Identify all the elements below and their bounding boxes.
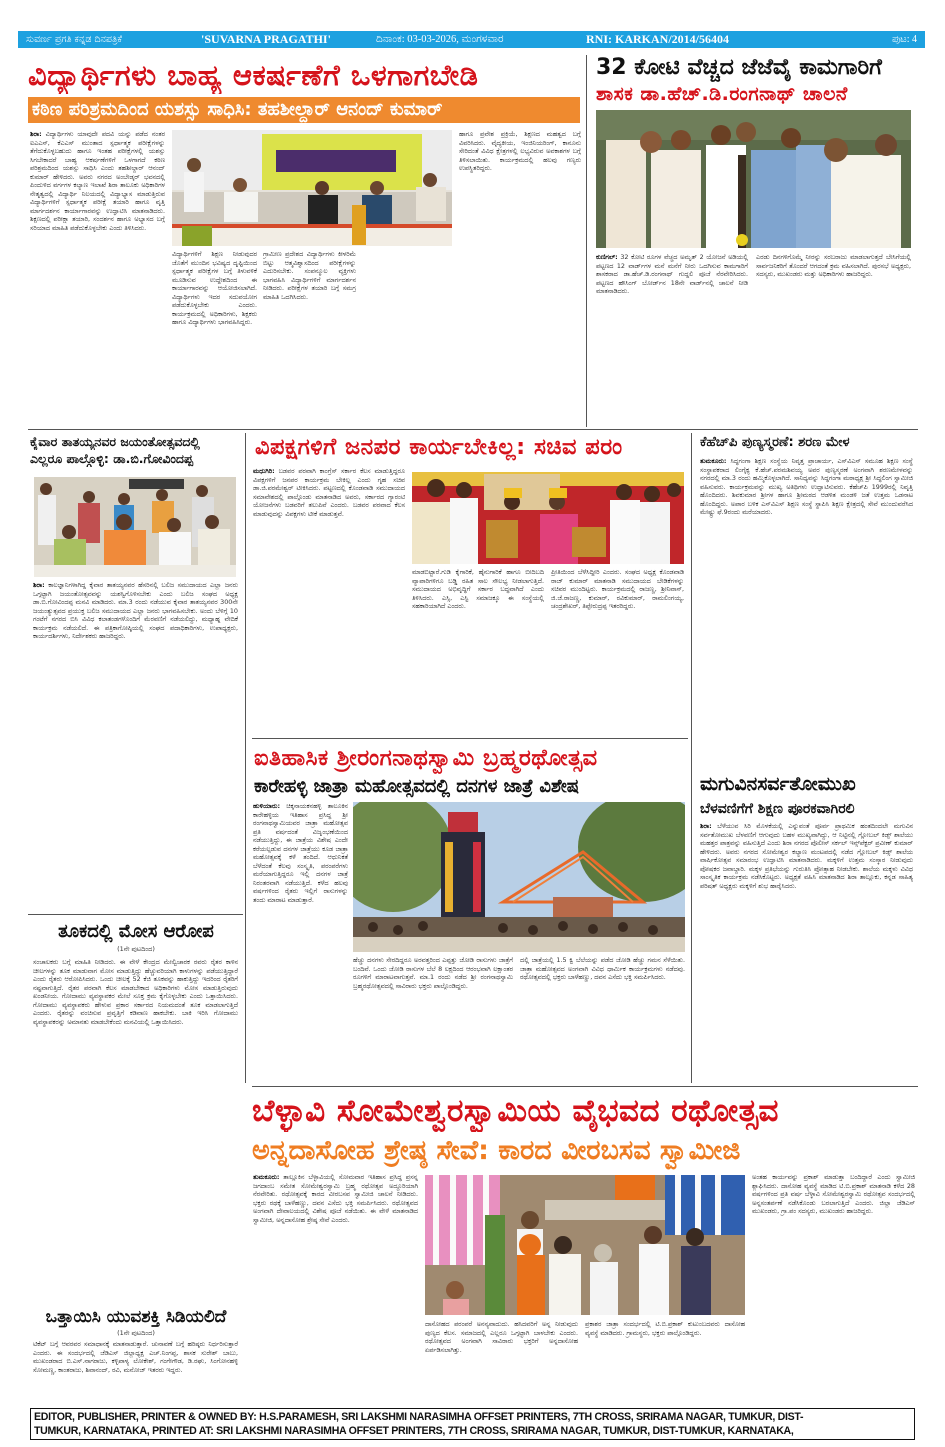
imprint-line-2: TUMKUR, KARNATAKA, PRINTED AT: SRI LAKSHMI NARASIMHA OFFSET PRINTERS, 7TH CROSS, SRIRAMA NAGAR, TUMKUR, DIST-TUMKUR, KARNATAKA,	[34, 1425, 794, 1437]
ranganatha-col1-text: ಚಿಕ್ಕನಾಯಕನಹಳ್ಳಿ ತಾಲೂಕಿನ ಕಾರೇಹಳ್ಳಿಯ ಇತಿಹಾಸ ಪ್ರಸಿದ್ಧ ಶ್ರೀ ರಂಗನಾಥಸ್ವಾಮಿಯವರ ಜಾತ್ರಾ ಮಹೋತ್ಸವ ಪ್ರತಿ ವರ್ಷದಂತೆ ವಿಜೃಂಭಣೆಯಿಂದ ನಡೆಯುತ್ತಿದ್ದು, ಈ ಜಾತ್ರೆಯ ವಿಶೇಷ ಎಂದೇ ಕರೆಯಲ್ಪಡುವ ದನಗಳ ಜಾತ್ರೆಯು ಕೂಡ ಜಾತ್ರಾ ಮಹೋತ್ಸವಕ್ಕೆ ಕಳೆ ತಂದಿದೆ. ಆಧುನಿಕತೆ ಬೆಳೆದಂತೆ ಕೆಲವು ಸಂಸ್ಕೃತಿ, ಪರಂಪರೆಗಳು ಮರೆಯಾಗುತ್ತಿದ್ದರೂ ಇಲ್ಲಿ ದನಗಳ ಜಾತ್ರೆ ನಿರಂತರವಾಗಿ ನಡೆಯುತ್ತಿದೆ. ಕಳೆದ ಹಲವು ವರ್ಷಗಳಿಂದ ರೈತರು ಇಲ್ಲಿಗೆ ರಾಸುಗಳನ್ನು ತಂದು ಮಾರಾಟ ಮಾಡುತ್ತಾರೆ.	[253, 802, 348, 904]
bellavi-col2: ದಾಸೋಹದ ಪರಂಪರೆ ಅನನ್ಯವಾದುದು. ಹಸಿದವರಿಗೆ ಅನ್ನ ನೀಡುವುದು ಪುಣ್ಯದ ಕೆಲಸ. ಸಮಾಜದಲ್ಲಿ ಎಲ್ಲರೂ ಒಗ್ಗಟ್ಟಾಗಿ ಬಾಳಬೇಕು ಎಂದರು. ರಥೋತ್ಸವದ ಅಂಗವಾಗಿ ಸಾವಿರಾರು ಭಕ್ತರಿಗೆ ಅನ್ನದಾಸೋಹ ಏರ್ಪಡಿಸಲಾಗಿತ್ತು.	[425, 1320, 578, 1354]
students-col1-text: ವಿದ್ಯಾರ್ಥಿಗಳು ಯಾವುದೇ ಪದವಿ ಯನ್ನು ಪಡೆದ ನಂತರ ಐಎಎಸ್, ಕೆಎಎಸ್ ಮುಂತಾದ ಸ್ಪರ್ಧಾತ್ಮಕ ಪರೀಕ್ಷೆಗಳನ್ನು ತೆಗೆದುಕೊಳ್ಳಬಹುದು ಹಾಗೂ ಇಂತಹ ಪರೀಕ್ಷೆಗಳಲ್ಲಿ ಯಶಸ್ಸು ಸಿಗಬೇಕಾದರೆ ಬಾಹ್ಯ ಆಕರ್ಷಣೆಗಳಿಗೆ ಒಳಗಾಗದೆ ಕಠಿಣ ಪರಿಶ್ರಮದಿಂದ ಯಶಸ್ಸು ಸಾಧಿಸಿ ಎಂದು ತಹಶೀಲ್ದಾರ್ ಆನಂದ್ ಕುಮಾರ್ ಹೇಳಿದರು. ಅವರು ನಗರದ ಅಂಬೇಡ್ಕರ್ ಭವನದಲ್ಲಿ ಪಿಂದುಳಿದ ವರ್ಗಗಳ ಕಲ್ಯಾಣ ಇಲಾಖೆ ಶಿರಾ ತಾಲೂಕು ಅಧಿಕಾರಿಗಳ ನೇತೃತ್ವದಲ್ಲಿ ವಿದ್ಯಾರ್ಥಿ ನಿಲಯದಲ್ಲಿ ವಿದ್ಯಾಭ್ಯಾಸ ಮಾಡುತ್ತಿರುವ ವಿದ್ಯಾರ್ಥಿಗಳಿಗೆ ಸ್ಪರ್ಧಾತ್ಮಕ ಪರೀಕ್ಷೆ ತಯಾರಿ ಹಾಗೂ ವೃತ್ತಿ ಮಾರ್ಗದರ್ಶನ ಕಾರ್ಯಾಗಾರವನ್ನು ಉದ್ಘಾಟಿಸಿ ಮಾತನಾಡಿದರು. ಶಿಕ್ಷಣದಲ್ಲಿ ಪರೀಕ್ಷಾ ತಯಾರಿ, ಸಂದರ್ಶನ ಹಾಗೂ ಅಭ್ಯಾಸದ ಬಗ್ಗೆ ಸರಿಯಾದ ಮಾಹಿತಿ ಪಡೆದುಕೊಳ್ಳಬೇಕು ಎಂದು ತಿಳಿಸಿದರು.	[30, 130, 165, 232]
students-col2: ವಿದ್ಯಾರ್ಥಿಗಳಿಗೆ ಶಿಕ್ಷಣ ನೀಡುವುದರ ಜೊತೆಗೆ ಮುಂದಿನ ಭವಿಷ್ಯದ ದೃಷ್ಟಿಯಿಂದ ಸ್ಪರ್ಧಾತ್ಮಕ ಪರೀಕ್ಷೆಗಳ ಬಗ್ಗೆ ತಿಳುವಳಿಕೆ ಮೂಡಿಸುವ ಉದ್ದೇಶದಿಂದ ಈ ಕಾರ್ಯಾಗಾರವನ್ನು ಆಯೋಜಿಸಲಾಗಿದೆ. ವಿದ್ಯಾರ್ಥಿಗಳು ಇದರ ಸದುಪಯೋಗ ಪಡೆದುಕೊಳ್ಳಬೇಕು ಎಂದರು. ಕಾರ್ಯಕ್ರಮದಲ್ಲಿ ಅಧಿಕಾರಿಗಳು, ಶಿಕ್ಷಕರು ಹಾಗೂ ವಿದ್ಯಾರ್ಥಿಗಳು ಭಾಗವಹಿಸಿದ್ದರು.	[172, 250, 257, 326]
kaivara-text: ಕಾಲಜ್ಞಾನಿಗಳಾಗಿದ್ದ ಕೈವಾರ ತಾತಯ್ಯನವರ ಹೆಸರಿನಲ್ಲಿ ಬಲಿಜ ಸಮುದಾಯದ ಎಲ್ಲಾ ಜನರು ಒಗ್ಗಟ್ಟಾಗಿ ಜಯಂತೋತ್ಸವವನ್ನು ಯಶಸ್ವಿಗೊಳಿಸಬೇಕು ಎಂದು ಬಲಿಜ ಸಂಘದ ಅಧ್ಯಕ್ಷ ಡಾ.ಬಿ.ಗೋವಿಂದಪ್ಪ ಮನವಿ ಮಾಡಿದರು. ಮಾ.3 ರಂದು ನಡೆಯುವ ಕೈವಾರ ತಾತಯ್ಯನವರ 300ನೇ ಜಯಂತ್ಯುತ್ಸವದ ಪ್ರಯುಕ್ತ ಬಲಿಜ ಸಮುದಾಯದ ಎಲ್ಲಾ ಜನರು ಭಾಗವಹಿಸಬೇಕು. ಅಂದು ಬೆಳಿಗ್ಗೆ 10 ಗಂಟೆಗೆ ನಗರದ ಬಿಸಿ ವಿವಿಧ ಕಲಾತಂಡಗಳೊಂದಿಗೆ ಮೆರವಣಿಗೆ ನಡೆಯಲಿದ್ದು, ಮಧ್ಯಾಹ್ನ ವೇದಿಕೆ ಕಾರ್ಯಕ್ರಮ ನಡೆಯಲಿದೆ. ಈ ಪತ್ರಿಕಾಗೋಷ್ಠಿಯಲ್ಲಿ ಸಂಘದ ಪದಾಧಿಕಾರಿಗಳು, ಉಪಾಧ್ಯಕ್ಷರು, ಕಾರ್ಯದರ್ಶಿಗಳು, ನಿರ್ದೇಶಕರು ಹಾಜರಿದ್ದರು.	[33, 581, 238, 640]
section-divider	[28, 429, 918, 430]
students-headline: ವಿದ್ಯಾರ್ಥಿಗಳು ಬಾಹ್ಯ ಆಕರ್ಷಣೆಗೆ ಒಳಗಾಗಬೇಡಿ	[28, 58, 479, 92]
youth-headline: ಒತ್ತಾಯಿಸಿ ಯುವಶಕ್ತಿ ಸಿಡಿಯಲಿದೆ	[45, 1307, 227, 1327]
roads-headline: 32 ಕೋಟಿ ವೆಚ್ಚದ ಜೆಜೆವೈ ಕಾಮಗಾರಿಗೆ	[596, 55, 882, 80]
param-col2: ಮಾಡಬಿಟ್ಟಾರೆ.ಗುಡಿ ಕೈಗಾರಿಕೆ, ಹೈನುಗಾರಿಕೆ ಹಾಗೂ ಬೀದಿಬದಿ ವ್ಯಾಪಾರಿಗಳಿಗೂ ಬಡ್ಡಿ ರಹಿತ ಸಾಲ ಸೌಲಭ್ಯ ನೀಡಲಾಗುತ್ತಿದೆ. ಸಮುದಾಯದ ಅಭಿವೃದ್ಧಿಗೆ ಸರ್ಕಾರ ಬದ್ಧವಾಗಿದೆ ಎಂದು ತಿಳಿಸಿದರು. ಎಸ್ಸಿ, ಎಸ್ಟಿ ಸಮಾಜಕ್ಕೂ ಈ ಸಂಸ್ಥೆಯಲ್ಲಿ ಸಹಕಾರಿಯಾಗಿದೆ ಎಂದರು.	[412, 568, 544, 610]
kaivara-headline-line2: ಎಲ್ಲರೂ ಪಾಲ್ಗೊಳ್ಳಿ: ಡಾ.ಬಿ.ಗೋವಿಂದಪ್ಪ	[30, 451, 193, 466]
ranganatha-dateline: ಹುಳಿಯಾರು:	[253, 802, 281, 810]
roads-ceremony-image	[596, 110, 911, 248]
bellavi-col1	[253, 1173, 418, 1403]
kaivara-dateline: ಶಿರಾ:	[33, 581, 45, 589]
roads-col1-text: 32 ಕೋಟಿ ರೂಗಳ ವೆಚ್ಚದ ಅಮೃತ್ 2 ಯೋಜನೆ ಅಡಿಯಲ್ಲಿ ಪಟ್ಟಣದ 12 ವಾರ್ಡ್‌ಗಳ ಮನೆ ಮನೆಗೆ ನೀರು ಒದಗಿಸುವ ಕಾಮಗಾರಿಗೆ ಶಾಸಕರಾದ ಡಾ.ಹೆಚ್.ಡಿ.ರಂಗನಾಥ್ ಗುದ್ದಲಿ ಪೂಜೆ ನೆರವೇರಿಸಿದರು. ಪಟ್ಟಣದ ಹೌಸಿಂಗ್ ಬೋರ್ಡ್‌ನ 18ನೇ ವಾರ್ಡ್‌ನಲ್ಲಿ ಚಾಲನೆ ನೀಡಿ ಮಾತನಾಡಿದರು.	[596, 253, 748, 295]
students-col1	[30, 130, 165, 426]
child-text: ಬೆಳೆಯುವ ಸಿರಿ ಮೊಳಕೆಯಲ್ಲಿ ಎನ್ನುವಂತೆ ಪೂರ್ವ ಪ್ರಾಥಮಿಕ ಹಂತದಿಂದಲೇ ಮಗುವಿನ ಸರ್ವತೋಮುಖ ಬೆಳವಣಿಗೆ ಆಗುವುದು ಬಹಳ ಮುಖ್ಯವಾಗಿದ್ದು, ಆ ನಿಟ್ಟಿನಲ್ಲಿ ಗ್ಲೋಬಲ್ ಕಿಡ್ಸ್ ಶಾಲೆಯು ಮಹತ್ತರ ಪಾತ್ರವನ್ನು ವಹಿಸುತ್ತಿದೆ ಎಂದು ಶಿರಾ ನಗರದ ಪೊಲೀಸ್ ಸರ್ಕಲ್ ಇನ್ಸ್‌ಪೆಕ್ಟರ್ ಪ್ರವೀಣ್ ಕುಮಾರ್ ಹೇಳಿದರು. ಅವರು ನಗರದ ಸೋಮೇಶ್ವರ ಕಲ್ಯಾಣ ಮಂಟಪದಲ್ಲಿ ನಡೆದ ಗ್ಲೋಬಲ್ ಕಿಡ್ಸ್ ಶಾಲೆಯ ವಾರ್ಷಿಕೋತ್ಸವ ಸಮಾರಂಭ ಉದ್ಘಾಟಿಸಿ ಮಾತನಾಡಿದರು. ಮಕ್ಕಳಿಗೆ ಉತ್ತಮ ಸಂಸ್ಕಾರ ನೀಡುವುದು ಪೋಷಕರ ಜವಾಬ್ದಾರಿ. ಮಕ್ಕಳ ಪ್ರತಿಭೆಯನ್ನು ಗುರುತಿಸಿ ಪ್ರೋತ್ಸಾಹ ನೀಡಬೇಕು. ಶಾಲೆಯ ಮಕ್ಕಳು ವಿವಿಧ ಸಾಂಸ್ಕೃತಿಕ ಕಾರ್ಯಕ್ರಮ ನಡೆಸಿಕೊಟ್ಟರು. ಅಧ್ಯಕ್ಷತೆ ವಹಿಸಿ ಮಾತನಾಡಿದ ಶಿರಾ ತಾಲ್ಲೂಕು, ಕನ್ನಡ ಸಾಹಿತ್ಯ ಪರಿಷತ್ ಅಧ್ಯಕ್ಷರು ಮಕ್ಕಳಿಗೆ ಶುಭ ಹಾರೈಸಿದರು.	[700, 822, 913, 890]
param-dateline: ಮಧುಗಿರಿ:	[253, 467, 275, 475]
masthead-bar	[18, 31, 925, 48]
param-headline: ವಿಪಕ್ಷಗಳಿಗೆ ಜನಪರ ಕಾರ್ಯಬೇಕಿಲ್ಲ: ಸಚಿವ ಪರಂ	[255, 434, 623, 460]
bellavi-dateline: ತುಮಕೂರು:	[253, 1173, 280, 1181]
kaivara-photo	[34, 477, 236, 577]
imprint-line-1: EDITOR, PUBLISHER, PRINTER & OWNED BY: H.S.PARAMESH, SRI LAKSHMI NARASIMHA OFFSET PRINTERS, 7TH CROSS, SRIRAMA NAGAR, TUMKUR, DIST-	[34, 1411, 804, 1423]
roads-subhead: ಶಾಸಕ ಡಾ.ಹೆಚ್.ಡಿ.ರಂಗನಾಥ್ ಚಾಲನೆ	[596, 83, 848, 105]
param-felicitation-image	[412, 472, 684, 564]
paper-name-english: 'SUVARNA PRAGATHI'	[201, 32, 331, 46]
section-divider	[28, 914, 243, 915]
column-divider	[691, 433, 692, 1083]
weighing-continued: (1ನೇ ಪುಟದಿಂದ)	[117, 945, 155, 953]
imprint-footer	[30, 1408, 915, 1440]
roads-col1	[596, 253, 748, 426]
students-photo	[172, 130, 452, 246]
bellavi-col3: ಪ್ರಕಾಶರ ಜಾತ್ರಾ ಸಂದರ್ಭದಲ್ಲಿ ಟಿ.ಬಿ.ಪ್ರಕಾಶ್ ಕುಟುಂಬದವರು ದಾಸೋಹ ವ್ಯವಸ್ಥೆ ಮಾಡಿದರು. ಗ್ರಾಮಸ್ಥರು, ಭಕ್ತರು ಪಾಲ್ಗೊಂಡಿದ್ದರು.	[585, 1320, 745, 1337]
students-event-image	[172, 130, 452, 246]
rni-number: RNI: KARKAN/2014/56404	[586, 32, 729, 46]
students-col4: ಹಾಗೂ ಪ್ರವೇಶ ಪ್ರಕ್ರಿಯೆ, ಶಿಕ್ಷಣದ ಮಹತ್ವದ ಬಗ್ಗೆ ವಿವರಿಸಿದರು. ವೈದ್ಯಕೀಯ, ಇಂಜಿನಿಯರಿಂಗ್, ಕಾನೂನು ಸೇರಿದಂತೆ ವಿವಿಧ ಕ್ಷೇತ್ರಗಳಲ್ಲಿ ಲಭ್ಯವಿರುವ ಅವಕಾಶಗಳ ಬಗ್ಗೆ ತಿಳಿಸಲಾಯಿತು. ಕಾರ್ಯಕ್ರಮದಲ್ಲಿ ಹಲವು ಗಣ್ಯರು ಉಪಸ್ಥಿತರಿದ್ದರು.	[459, 130, 581, 172]
youth-body: ಟಿಕೆಟ್ ಬಗ್ಗೆ ಆವರವರ ಸಮಾಧಾನಕ್ಕೆ ಮಾತನಾಡುತ್ತಾರೆ. ಚುನಾವಣೆ ಬಗ್ಗೆ ಹರಿಷ್ಠರು ನಿರ್ಧರಿಸುತ್ತಾರೆ ಎಂದರು. ಈ ಸಂದರ್ಭದಲ್ಲಿ ಜೆಡಿಎಸ್ ಜಿಲ್ಲಾಧ್ಯಕ್ಷ ಎಚ್.ನಿಂಗಪ್ಪ, ಶಾಸಕ ಸುರೇಶ್ ಬಾಬು, ಮುಖಂಡರಾದ ಬಿ.ಎಸ್.ನಾಗರಾಜು, ಕಳ್ಳಿಪಾಳ್ಯ ಲೋಕೇಶ್, ಗಂಗೇಗೌಡ, ಡಿ.ರಘು, ಸಿಂಗೋನಹಳ್ಳಿ ಸೋಮಣ್ಣ, ಕಾಂತರಾಜು, ಶಿವಾನಂದ್, ರವಿ, ಮನೋಜ್ ಇತರರು ಇದ್ದರು.	[33, 1340, 238, 1374]
child-dateline: ಶಿರಾ:	[700, 822, 712, 830]
bellavi-dasoha-image	[425, 1175, 745, 1315]
param-col3: ಪ್ರೀತಿಯಿಂದ ಬೆಳೆಸಿದ್ದೀರಿ ಎಂದರು. ಸಂಘದ ಅಧ್ಯಕ್ಷ ಕೊಂಡವಾಡಿ ರಾಜ್ ಕುಮಾರ್ ಮಾತನಾಡಿ ಸಮುದಾಯದ ಬೇಡಿಕೆಗಳನ್ನು ಸಚಿವರ ಮುಂದಿಟ್ಟರು. ಕಾರ್ಯಕ್ರಮದಲ್ಲಿ ರಾಜಣ್ಣ, ಶ್ರೀನಿವಾಸ್, ಜಿ.ಜೆ.ರಾಜಣ್ಣ, ಕುಮಾರ್, ರವಿಕುಮಾರ್, ರಾಮಲಿಂಗಯ್ಯ, ಚಂದ್ರಶೇಖರ್, ತಿಪ್ಪೇರುದ್ರಪ್ಪ ಇತರರಿದ್ದರು.	[551, 568, 684, 610]
bellavi-col4: ಅಂತಹ ಕಾರ್ಯವನ್ನು ಪ್ರಕಾಶ್ ಮಾಡುತ್ತಾ ಬಂದಿದ್ದಾರೆ ಎಂದು ಸ್ವಾಮೀಜಿ ಶ್ಲಾಘಿಸಿದರು. ದಾಸೋಹ ವ್ಯವಸ್ಥೆ ಮಾಡಿದ ಟಿ.ಬಿ.ಪ್ರಕಾಶ್ ಮಾತನಾಡಿ ಕಳೆದ 28 ವರ್ಷಗಳಿಂದ ಪ್ರತಿ ವರ್ಷ ಬೆಳ್ಳಾವಿ ಸೋಮೇಶ್ವರಸ್ವಾಮಿ ರಥೋತ್ಸವ ಸಂದರ್ಭದಲ್ಲಿ ಅನ್ನಸಂತರ್ಪಣೆ ನಡೆಸಿಕೊಂಡು ಬರಲಾಗುತ್ತಿದೆ ಎಂದರು. ಜಿಲ್ಲಾ ಜೆಡಿಎಸ್ ಮುಖಂಡರು, ಗ್ರಾ.ಪಂ ಸದಸ್ಯರು, ಮುಖಂಡರು ಹಾಜರಿದ್ದರು.	[752, 1173, 915, 1215]
ranganatha-col1	[253, 802, 348, 1080]
weighing-body: ಸಂಚಾಲಕರು ಬಗ್ಗೆ ಮಾಹಿತಿ ನೀಡಿದರು. ಈ ವೇಳೆ ಕೇಂದ್ರದ ಮೇಲ್ವಿಚಾರಕ ರವರು ರೈತರ ಕಾಳಿನ ಚೀಲಗಳನ್ನು ತೂಕ ಮಾಡುವಾಗ ಮೋಸ ಮಾಡುತ್ತಿದ್ದು ಹೆಚ್ಚುವರಿಯಾಗಿ ಕಾಳುಗಳನ್ನು ಪಡೆಯುತ್ತಿದ್ದಾರೆ ಎಂದು ರೈತರು ಆರೋಪಿಸಿದರು. ಒಂದು ಚೀಲಕ್ಕೆ 52 ಕೆಜಿ ತೂಕವನ್ನು ಹಾಕುತ್ತಿದ್ದು ಇದರಿಂದ ರೈತರಿಗೆ ನಷ್ಟವಾಗುತ್ತಿದೆ. ರೈತರ ಪರವಾಗಿ ಕೆಲಸ ಮಾಡಬೇಕಾದ ಅಧಿಕಾರಿಗಳು ಮೋಸ ಮಾಡುತ್ತಿರುವುದು ಖಂಡನೀಯ. ಗೋದಾಮು ವ್ಯವಸ್ಥಾಪಕರ ಮೇಲೆ ಸೂಕ್ತ ಕ್ರಮ ಕೈಗೊಳ್ಳಬೇಕು ಎಂದು ಒತ್ತಾಯಿಸಿದರು. ಗೋದಾಮು ವ್ಯವಸ್ಥಾಪಕರು ಹೇಳುವ ಪ್ರಕಾರ ಸರ್ಕಾರದ ನಿಯಮದಂತೆ ತೂಕ ಮಾಡಲಾಗುತ್ತಿದೆ ಎಂದರು. ರೈತರನ್ನು ವಂಚಿಸುವ ಪ್ರವೃತ್ತಿಗೆ ಕಡಿವಾಣ ಹಾಕಬೇಕು. ಬಾಕಿ ಇರಿಸಿ ಗೋದಾಮು ವ್ಯವಸ್ಥಾಪಕರನ್ನು ಅಮಾನತು ಮಾಡಬೇಕೆಂದು ಮನವಿಯಲ್ಲಿ ಒತ್ತಾಯಿಸಿದರು.	[33, 958, 238, 1026]
youth-continued: (1ನೇ ಪುಟದಿಂದ)	[117, 1329, 155, 1337]
bellavi-col1-text: ತಾಲ್ಲೂಕಿನ ಬೆಳ್ಳಾವಿಯಲ್ಲಿ ಸೋಮವಾರ ಇತಿಹಾಸ ಪ್ರಸಿದ್ಧ ಪ್ರಸನ್ನ ಜಗದಾಂಬ ಸಮೇತ ಸೋಮೇಶ್ವರಸ್ವಾಮಿ ಬ್ರಹ್ಮ ರಥೋತ್ಸವ ಅದ್ದೂರಿಯಾಗಿ ನೆರವೇರಿತು. ರಥೋತ್ಸವಕ್ಕೆ ಕಾರದ ವೀರಬಸವ ಸ್ವಾಮೀಜಿ ಚಾಲನೆ ನೀಡಿದರು. ಭಕ್ತರು ರಥಕ್ಕೆ ಬಾಳೆಹಣ್ಣು, ದವನ ಎಸೆದು ಭಕ್ತಿ ಸಮರ್ಪಿಸಿದರು. ರಥೋತ್ಸವದ ಅಂಗವಾಗಿ ದೇವಾಲಯದಲ್ಲಿ ವಿಶೇಷ ಪೂಜೆ ನಡೆಯಿತು. ಈ ವೇಳೆ ಮಾತನಾಡಿದ ಸ್ವಾಮೀಜಿ, ಅನ್ನದಾಸೋಹ ಶ್ರೇಷ್ಠ ಸೇವೆ ಎಂದರು.	[253, 1173, 418, 1224]
ranganatha-col2: ಹೆಚ್ಚು ದನಗಳು ಸೇರದಿದ್ದರೂ ಅರವತ್ತರಿಂದ ಎಪ್ಪತ್ತು ಜೋಡಿ ರಾಸುಗಳು ಜಾತ್ರೆಗೆ ಬಂದಿವೆ. ಒಂದು ಜೋಡಿ ರಾಸುಗಳ ಬೆಲೆ 8 ಲಕ್ಷದಿಂದ ಆರಂಭವಾಗಿ ಲಕ್ಷಾಂತರ ರೂಗಳಿಗೆ ಮಾರಾಟವಾಗುತ್ತವೆ. ಮಾ.1 ರಂದು ನಡೆದ ಶ್ರೀ ರಂಗನಾಥಸ್ವಾಮಿ ಬ್ರಹ್ಮರಥೋತ್ಸವದಲ್ಲಿ ಸಾವಿರಾರು ಭಕ್ತರು ಪಾಲ್ಗೊಂಡಿದ್ದರು.	[353, 956, 513, 990]
child-body	[700, 822, 913, 1080]
child-subhead: ಬೆಳವಣಿಗೆಗೆ ಶಿಕ್ಷಣ ಪೂರಕವಾಗಿರಲಿ	[700, 801, 855, 817]
bellavi-subhead: ಅನ್ನದಾಸೋಹ ಶ್ರೇಷ್ಠ ಸೇವೆ: ಕಾರದ ವೀರಬಸವ ಸ್ವಾಮೀಜಿ	[252, 1135, 741, 1166]
kempe-headline: ಕೆಹೆಚ್‌ಪಿ ಪುಣ್ಯಸ್ಮರಣೆ: ಶರಣ ಮೇಳ	[700, 435, 850, 450]
kaivara-body	[33, 581, 238, 911]
section-divider	[252, 738, 688, 739]
students-dateline: ಶಿರಾ:	[30, 130, 42, 138]
ranganatha-headline: ಐತಿಹಾಸಿಕ ಶ್ರೀರಂಗನಾಥಸ್ವಾಮಿ ಬ್ರಹ್ಮರಥೋತ್ಸವ	[254, 745, 598, 771]
issue-date: ದಿನಾಂಕ: 03-03-2026, ಮಂಗಳವಾರ	[376, 33, 504, 45]
students-subhead: ಕಠಿಣ ಪರಿಶ್ರಮದಿಂದ ಯಶಸ್ಸು ಸಾಧಿಸಿ: ತಹಶೀಲ್ದಾರ್ ಆನಂದ್ ಕುಮಾರ್	[28, 97, 580, 123]
kempe-body	[700, 457, 913, 759]
weighing-headline: ತೂಕದಲ್ಲಿ ಮೋಸ ಆರೋಪ	[58, 921, 214, 942]
ranganatha-subhead: ಕಾರೇಹಳ್ಳಿ ಜಾತ್ರಾ ಮಹೋತ್ಸವದಲ್ಲಿ ದನಗಳ ಜಾತ್ರೆ ವಿಶೇಷ	[254, 776, 580, 797]
section-divider	[252, 1086, 918, 1087]
child-headline: ಮಗುವಿನಸರ್ವತೋಮುಖ	[700, 773, 856, 795]
param-col1	[253, 467, 405, 702]
column-divider	[586, 55, 587, 427]
kaivara-headline-line1: ಕೈವಾರ ತಾತಯ್ಯನವರ ಜಯಂತೋತ್ಸವದಲ್ಲಿ	[30, 434, 200, 449]
ranganatha-col3: ದಲ್ಲಿ ಜಾತ್ರೆಯಲ್ಲಿ 1.5 ಕ್ವಿ ಬೆಲೆಯನ್ನು ಪಡೆದ ಜೋಡಿ ಹೆಚ್ಚು ಗಮನ ಸೆಳೆಯಿತು. ಜಾತ್ರಾ ಮಹೋತ್ಸವದ ಅಂಗವಾಗಿ ವಿವಿಧ ಧಾರ್ಮಿಕ ಕಾರ್ಯಕ್ರಮಗಳು ನಡೆದವು. ರಥೋತ್ಸವದಲ್ಲಿ ಭಕ್ತರು ಬಾಳೆಹಣ್ಣು, ದವನ ಎಸೆದು ಭಕ್ತಿ ಸಮರ್ಪಿಸಿದರು.	[520, 956, 685, 981]
kempe-text: ಸಿದ್ಧಗಂಗಾ ಶಿಕ್ಷಣ ಸಂಸ್ಥೆಯ ನಿವೃತ್ತ ಪ್ರಾಚಾರ್ಯ, ಎಸ್‌ವಿಎಸ್ ಸಮೂಹ ಶಿಕ್ಷಣ ಸಂಸ್ಥೆ ಸಂಸ್ಥಾಪಕರಾದ ಲಿಂಗೈಕ್ಯ ಕೆ.ಹೆಚ್.ಪರಮಶಿವಯ್ಯ ಅವರ ಪುಣ್ಯಸ್ಮರಣೆ ಅಂಗವಾಗಿ ಶರಣಮೇಳವನ್ನು ನಗರದಲ್ಲಿ ಮಾ.3 ರಂದು ಹಮ್ಮಿಕೊಳ್ಳಲಾಗಿದೆ. ಸಾನಿಧ್ಯವನ್ನು ಸಿದ್ಧಗಂಗಾ ಮಠಾಧ್ಯಕ್ಷ ಶ್ರೀ ಸಿದ್ಧಲಿಂಗ ಸ್ವಾಮೀಜಿ ವಹಿಸುವರು. ಕಾರ್ಯಕ್ರಮವನ್ನು ಮುಖ್ಯ ಅತಿಥಿಗಳು ಉದ್ಘಾಟಿಸುವರು. ಕೆಹೆಚ್‌ಪಿ 1999ರಲ್ಲಿ ನಿವೃತ್ತಿ ಹೊಂದಿದರು. ಶಿವಕುಮಾರ ಶ್ರೀಗಳ ಹಾಗೂ ಶ್ರೀಮಠದ ಆಡಳಿತ ಮಂಡಳಿ ಜತೆ ಉತ್ತಮ ಒಡನಾಟ ಹೊಂದಿದ್ದರು. ಅಪಾರ ಬಳಿಕ ಎಸ್‌ವಿಎಸ್ ಶಿಕ್ಷಣ ಸಂಸ್ಥೆ ಸ್ಥಾಪಿಸಿ ಶಿಕ್ಷಣ ಕ್ಷೇತ್ರದಲ್ಲಿ ಸೇವೆ ಮುಂದುವರೆಸಿದ ಮೇಷ್ಟ್ರು ಫೆ.9ರಂದು ಮರೆಯಾದರು.	[700, 457, 913, 516]
param-photo	[412, 472, 684, 564]
kaivara-press-meet-image	[34, 477, 236, 577]
kempe-dateline: ತುಮಕೂರು:	[700, 457, 727, 465]
column-divider	[245, 433, 246, 1083]
roads-dateline: ಕುಣಿಗಲ್:	[596, 253, 618, 261]
ranganatha-chariot-image	[353, 802, 685, 952]
ranganatha-photo	[353, 802, 685, 952]
param-col1-text: ಬಡವರ ಪರವಾಗಿ ಕಾಂಗ್ರೆಸ್ ಸರ್ಕಾರ ಕೆಲಸ ಮಾಡುತ್ತಿದ್ದರೂ ವಿಪಕ್ಷಗಳಿಗೆ ಜನಪರ ಕಾರ್ಯಕ್ರಮ ಬೇಕಿಲ್ಲ ಎಂದು ಗೃಹ ಸಚಿವ ಡಾ.ಜಿ.ಪರಮೇಶ್ವರ್ ಟೀಕಿಸಿದರು. ಪಟ್ಟಣದಲ್ಲಿ ಕೊಂಡವಾಡಿ ಸಮುದಾಯದ ಸಮಾವೇಶದಲ್ಲಿ ಪಾಲ್ಗೊಂಡು ಮಾತನಾಡಿದ ಅವರು, ಸರ್ಕಾರದ ಗ್ಯಾರಂಟಿ ಯೋಜನೆಗಳು ಬಡವರಿಗೆ ತಲುಪಿವೆ ಎಂದರು. ಬಡವರ ಪರವಾದ ಕೆಲಸ ಮಾಡುವುದನ್ನು ವಿಪಕ್ಷಗಳು ಟೀಕೆ ಮಾಡುತ್ತವೆ.	[253, 467, 405, 518]
page-number: ಪುಟ: 4	[892, 34, 917, 45]
students-col3: ಗ್ರಾಮೀಣ ಪ್ರದೇಶದ ವಿದ್ಯಾರ್ಥಿಗಳು ಕೀಳರಿಮೆ ಬಿಟ್ಟು ಆತ್ಮವಿಶ್ವಾಸದಿಂದ ಪರೀಕ್ಷೆಗಳನ್ನು ಎದುರಿಸಬೇಕು. ಸಂಪನ್ಮೂಲ ವ್ಯಕ್ತಿಗಳು ಭಾಗವಹಿಸಿ ವಿದ್ಯಾರ್ಥಿಗಳಿಗೆ ಮಾರ್ಗದರ್ಶನ ನೀಡಿದರು. ಪರೀಕ್ಷೆಗಳ ತಯಾರಿ ಬಗ್ಗೆ ಸಮಗ್ರ ಮಾಹಿತಿ ಒದಗಿಸಿದರು.	[263, 250, 356, 301]
paper-name-kannada: ಸುವರ್ಣ ಪ್ರಗತಿ ಕನ್ನಡ ದಿನಪತ್ರಿಕೆ	[26, 34, 123, 45]
roads-col2: ಎರಡು ದಿನಗಳಿಗೊಮ್ಮೆ ನೀರನ್ನು ಸರಬರಾಜು ಮಾಡಲಾಗುತ್ತದೆ ಬೇಸಿಗೆಯಲ್ಲಿ ಸಾರ್ವಜನಿಕರಿಗೆ ತೊಂದರೆ ಆಗದಂತೆ ಕ್ರಮ ವಹಿಸಲಾಗಿದೆ. ಪುರಸಭೆ ಅಧ್ಯಕ್ಷರು, ಸದಸ್ಯರು, ಮುಖಂಡರು ಮತ್ತು ಅಧಿಕಾರಿಗಳು ಹಾಜರಿದ್ದರು.	[756, 253, 911, 278]
bellavi-photo	[425, 1175, 745, 1315]
roads-photo	[596, 110, 911, 248]
bellavi-headline: ಬೆಳ್ಳಾವಿ ಸೋಮೇಶ್ವರಸ್ವಾಮಿಯ ವೈಭವದ ರಥೋತ್ಸವ	[252, 1093, 779, 1129]
